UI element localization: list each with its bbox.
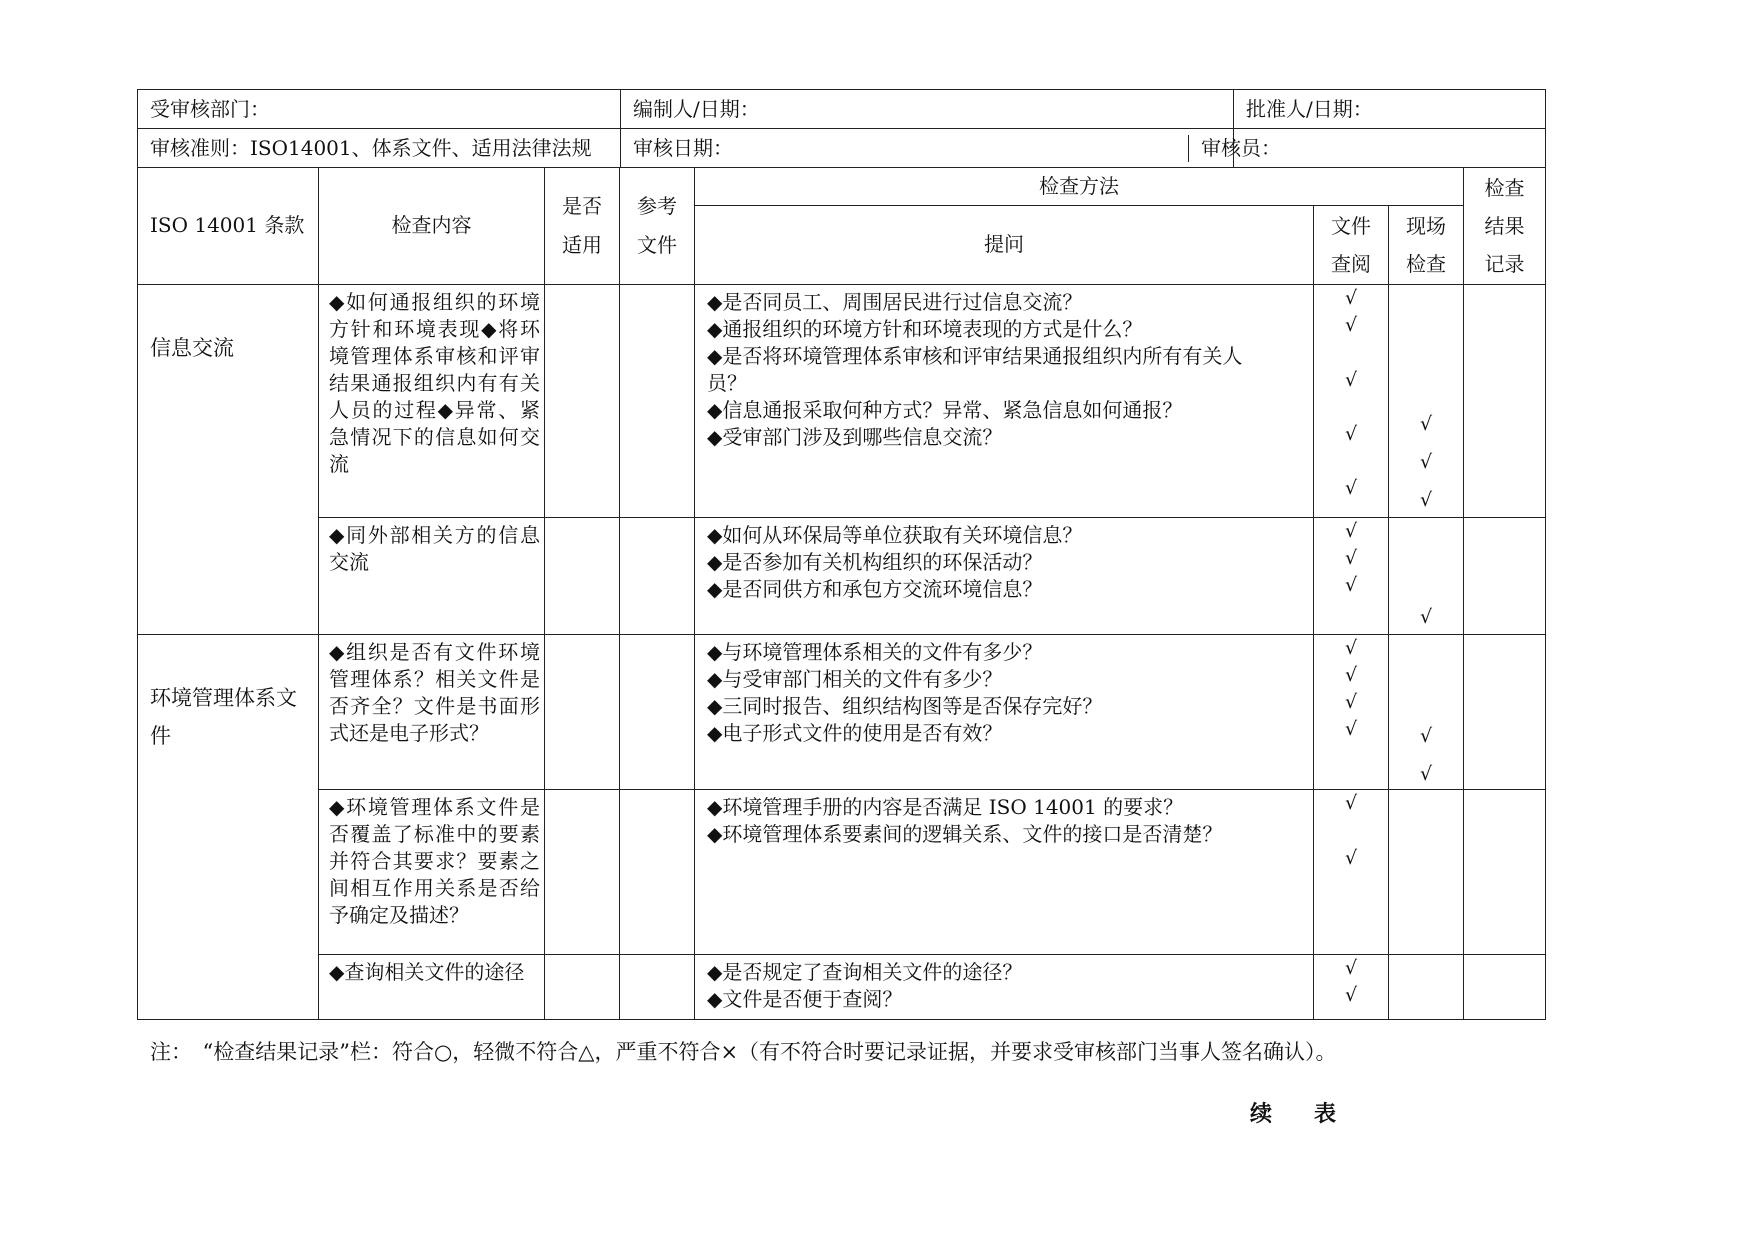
col-content: 检查内容 — [319, 167, 545, 284]
check-content: ◆同外部相关方的信息交流 — [319, 517, 545, 634]
result-cell — [1464, 954, 1546, 1019]
question-list: ◆是否同员工、周围居民进行过信息交流？ ◆通报组织的环境方针和环境表现的方式是什么？ ◆是否将环境管理体系审核和评审结果通报组织内所有有关人 员？ ◆信息通报采取何种方式？异常、紧急信息如何通报？ ◆受审部门涉及到哪些信息交流？ — [695, 284, 1314, 517]
site-check-marks: √ — [1389, 517, 1464, 634]
clause-ems-documentation: 环境管理体系文件 — [138, 634, 319, 1019]
reference-cell — [620, 789, 695, 954]
question-list: ◆与环境管理体系相关的文件有多少？ ◆与受审部门相关的文件有多少？ ◆三同时报告、组织结构图等是否保存完好？ ◆电子形式文件的使用是否有效？ — [695, 634, 1314, 789]
result-cell — [1464, 284, 1546, 517]
result-cell — [1464, 517, 1546, 634]
col-site-check: 现场 检查 — [1389, 205, 1464, 284]
question-list: ◆是否规定了查询相关文件的途径？ ◆文件是否便于查阅？ — [695, 954, 1314, 1019]
applicable-cell — [545, 517, 620, 634]
audit-checklist — [137, 89, 1545, 1020]
col-clause: ISO 14001 条款 — [138, 167, 319, 284]
col-result: 检查 结果 记录 — [1464, 167, 1546, 284]
doc-review-marks: √ √ — [1314, 954, 1389, 1019]
applicable-cell — [545, 789, 620, 954]
reference-cell — [620, 517, 695, 634]
applicable-cell — [545, 284, 620, 517]
reference-cell — [620, 284, 695, 517]
site-check-marks: √ √ √ — [1389, 284, 1464, 517]
footnote: 注： “检查结果记录”栏：符合○，轻微不符合△，严重不符合×（有不符合时要记录证据，并要求受审核部门当事人签名确认）。 — [150, 1040, 1337, 1064]
col-applicable: 是否 适用 — [545, 167, 620, 284]
table-row — [138, 284, 1546, 517]
header-table — [137, 89, 1546, 168]
question-list: ◆如何从环保局等单位获取有关环境信息？ ◆是否参加有关机构组织的环保活动？ ◆是否同供方和承包方交流环境信息？ — [695, 517, 1314, 634]
clause-communication: 信息交流 — [138, 284, 319, 634]
site-check-marks — [1389, 954, 1464, 1019]
table-row — [138, 954, 1546, 1019]
continued-label: 续 表 — [1250, 1101, 1339, 1127]
doc-review-marks: √ √ √ √ — [1314, 634, 1389, 789]
check-content: ◆查询相关文件的途径 — [319, 954, 545, 1019]
audited-dept-label: 受审核部门： — [138, 90, 621, 129]
doc-review-marks: √ √ √ — [1314, 517, 1389, 634]
table-row — [138, 634, 1546, 789]
site-check-marks — [1389, 789, 1464, 954]
col-question: 提问 — [695, 205, 1314, 284]
result-cell — [1464, 634, 1546, 789]
result-cell — [1464, 789, 1546, 954]
audit-criteria: 审核准则：ISO14001、体系文件、适用法律法规 — [138, 129, 621, 168]
checklist-table — [137, 167, 1546, 1020]
applicable-cell — [545, 954, 620, 1019]
audit-date-label: 审核日期： — [621, 129, 1234, 168]
applicable-cell — [545, 634, 620, 789]
col-reference: 参考 文件 — [620, 167, 695, 284]
reference-cell — [620, 954, 695, 1019]
check-content: ◆环境管理体系文件是否覆盖了标准中的要素并符合其要求？要素之间相互作用关系是否给予确定及描述？ — [319, 789, 545, 954]
compiler-date-label: 编制人/日期： — [621, 90, 1234, 129]
site-check-marks: √ √ — [1389, 634, 1464, 789]
reference-cell — [620, 634, 695, 789]
auditor-cell — [1201, 129, 1546, 168]
approver-date-label: 批准人/日期： — [1234, 90, 1546, 129]
auditor-label: 审核员： — [1188, 135, 1281, 162]
table-row — [138, 517, 1546, 634]
question-list: ◆环境管理手册的内容是否满足 ISO 14001 的要求？ ◆环境管理体系要素间的逻辑关系、文件的接口是否清楚？ — [695, 789, 1314, 954]
col-doc-review: 文件 查阅 — [1314, 205, 1389, 284]
check-content: ◆组织是否有文件环境管理体系？相关文件是否齐全？文件是书面形式还是电子形式？ — [319, 634, 545, 789]
table-row — [138, 789, 1546, 954]
doc-review-marks: √ √ √ √ √ — [1314, 284, 1389, 517]
check-content: ◆如何通报组织的环境方针和环境表现◆将环境管理体系审核和评审结果通报组织内有有关人员的过程◆异常、紧急情况下的信息如何交流 — [319, 284, 545, 517]
col-method: 检查方法 — [695, 167, 1464, 205]
doc-review-marks: √ √ — [1314, 789, 1389, 954]
